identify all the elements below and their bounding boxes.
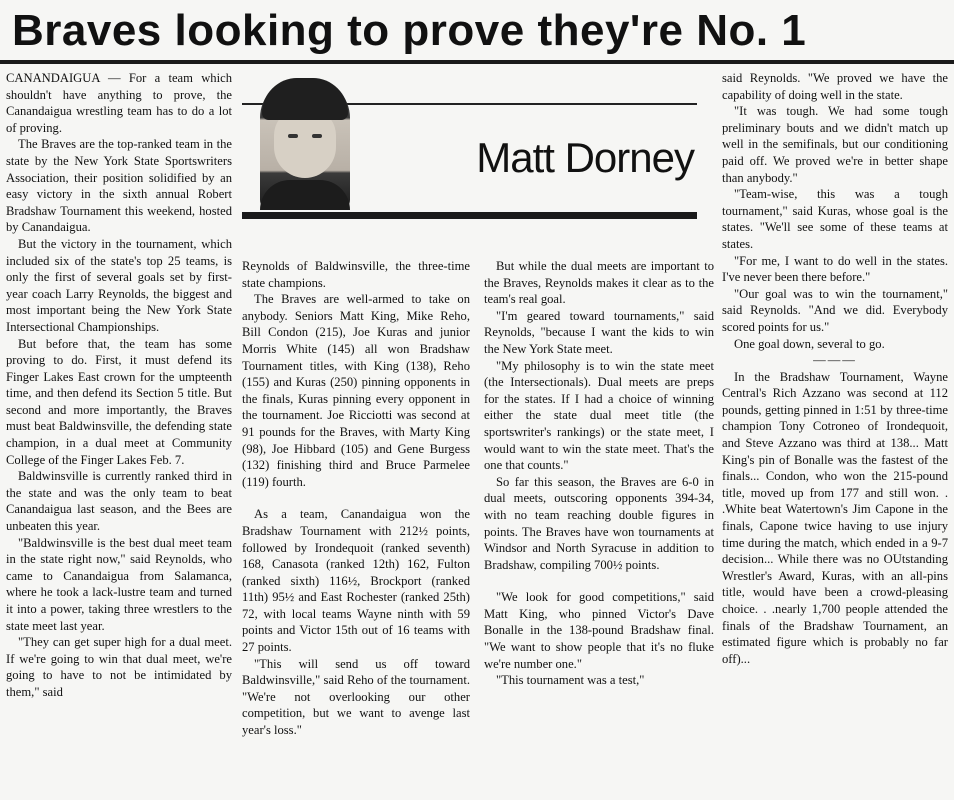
byline-box	[242, 70, 702, 220]
paragraph: One goal down, several to go.	[734, 336, 885, 351]
paragraph: "It was tough. We had some tough preliminary bouts and we didn't match up well in the semifinals, but our conditioning paid off. We proved we're in better shape than anybody."	[722, 104, 948, 185]
paragraph: said Reynolds. "We proved we have the capability of doing well in the state.	[722, 71, 948, 102]
paragraph: As a team, Canandaigua won the Bradshaw Tournament with 212½ points, followed by Irondequoit (ranked seventh) 168, Canasota (ranked 12th) 162, Fulton (ranked sixth) 116½, Brockport (ranked 11th) 95½ and East Rochester (ranked 25th) 72, with local teams Wayne ninth with 59 points and Victor 15th out of 16 teams with 27 points.	[242, 507, 470, 655]
paragraph: "This will send us off toward Baldwinsville," said Reho of the tournament. "We're not overlooking our other competition, but we want to avenge last year's loss."	[242, 656, 470, 738]
paragraph: In the Bradshaw Tournament, Wayne Central's Rich Azzano was second at 112 pounds, getting pinned in 1:51 by three-time champion Tony Cotroneo of Irondequoit, and Steve Azzano was third at 138... Matt King's pin of Bonalle was the fastest of the finals... Condon, who won the 215-pound title, moved up from 177 and still won. . .White beat Watertown's Jim Capone in the finals, Capone twice having to use injury time during the match, which ended in a 9-7 decision... While there was no OUtstanding Wrestler's Award, Kuras, with an all-pins title, would have been a crowd-pleasing choice. . .nearly 1,700 people attended the finals of the Bradshaw Tournament, an estimated figure which is probably no far off)...	[722, 369, 948, 666]
paragraph: "For me, I want to do well in the states. I've never been there before."	[722, 253, 948, 285]
paragraph: But the victory in the tournament, which included six of the state's top 25 teams, is only the first of several goals set by first-year coach Larry Reynolds, the biggest and most important being the New York State Intersectional Championships.	[6, 236, 232, 334]
paragraph: "This tournament was a test,"	[496, 673, 645, 688]
paragraph: "My philosophy is to win the state meet (the Intersectionals). Dual meets are preps for the states. If I had a choice of winning either the state dual meet title (the sportswriter's rankings) or the state meet, I would want to win the state meet. That's the one that counts."	[484, 358, 714, 473]
paragraph: The Braves are the top-ranked team in the state by the New York State Sportswriters Association, their position solidified by an easy victory in the sixth annual Robert Bradshaw Tournament this weekend, hosted by Canandaigua.	[6, 137, 232, 235]
paragraph: "They can get super high for a dual meet. If we're going to win that dual meet, we're going to have to not be intimidated by them," said	[6, 635, 232, 699]
paragraph: "Team-wise, this was a tough tournament," said Kuras, whose goal is the states. "We'll see some of these teams at states.	[722, 187, 948, 251]
paragraph: So far this season, the Braves are 6-0 in dual meets, outscoring opponents 394-34, with no team reaching double figures in points. The Braves have won tournaments at Windsor and North Syracuse in addition to Bradshaw, compiling 700½ points.	[484, 474, 714, 572]
article-column-2	[242, 258, 470, 739]
paragraph: The Braves are well-armed to take on anybody. Seniors Matt King, Mike Reho, Bill Condon (215), Joe Kuras and junior Morris White (145) all won Bradshaw Tournament titles, with King (138), Reho (155) and Kuras (250) pinning opponents in the finals, Kuras pinning every opponent in the tournament. Joe Ricciotti was second at 91 pounds for the Braves, with Marty King (98), Joe Hibbard (105) and Gene Burgess (132) finishing third and Bruce Parmelee (119) fourth.	[242, 292, 470, 489]
author-photo	[260, 78, 350, 210]
article-column-1	[6, 70, 232, 701]
byline-name: Matt Dorney	[476, 134, 694, 181]
paragraph: Reynolds of Baldwinsville, the three-time state champions.	[242, 259, 470, 290]
section-divider: ———	[813, 353, 857, 368]
paragraph: But while the dual meets are important to the Braves, Reynolds makes it clear as to the team's real goal.	[484, 259, 714, 307]
headline-rule	[0, 60, 954, 64]
byline-rule-bold	[242, 212, 697, 219]
paragraph: "Our goal was to win the tournament," said Reynolds. "And we did. Everybody scored points for us."	[722, 286, 948, 334]
headline: Braves looking to prove they're No. 1	[12, 6, 807, 55]
paragraph: "I'm geared toward tournaments," said Reynolds, "because I want the kids to win the New York State meet.	[484, 308, 714, 356]
paragraph: "We look for good competitions," said Matt King, who pinned Victor's Dave Bonalle in the 138-pound Bradshaw final. "We want to show people that it's no fluke we're number one."	[484, 590, 714, 671]
paragraph: "Baldwinsville is the best dual meet team in the state right now," said Reynolds, who came to Canandaigua from Salamanca, where he took a lack-lustre team and turned it into a power, taking three wrestlers to the state meet last year.	[6, 535, 232, 633]
paragraph: CANANDAIGUA — For a team which shouldn't have anything to prove, the Canandaigua wrestling team has to do a lot of proving.	[6, 71, 232, 135]
paragraph: Baldwinsville is currently ranked third in the state and was the only team to beat Canandaigua last season, and the Bees are unbeaten this year.	[6, 469, 232, 534]
article-column-3	[484, 258, 714, 689]
paragraph: But before that, the team has some proving to do. First, it must defend its Finger Lakes East crown for the umpteenth time, and then defend its Section 5 title. But second and more importantly, the Braves must beat Baldwinsville, the defending state champion, in a dual meet at Community College of the Finger Lakes Feb. 7.	[6, 336, 232, 467]
article-column-4	[722, 70, 948, 667]
